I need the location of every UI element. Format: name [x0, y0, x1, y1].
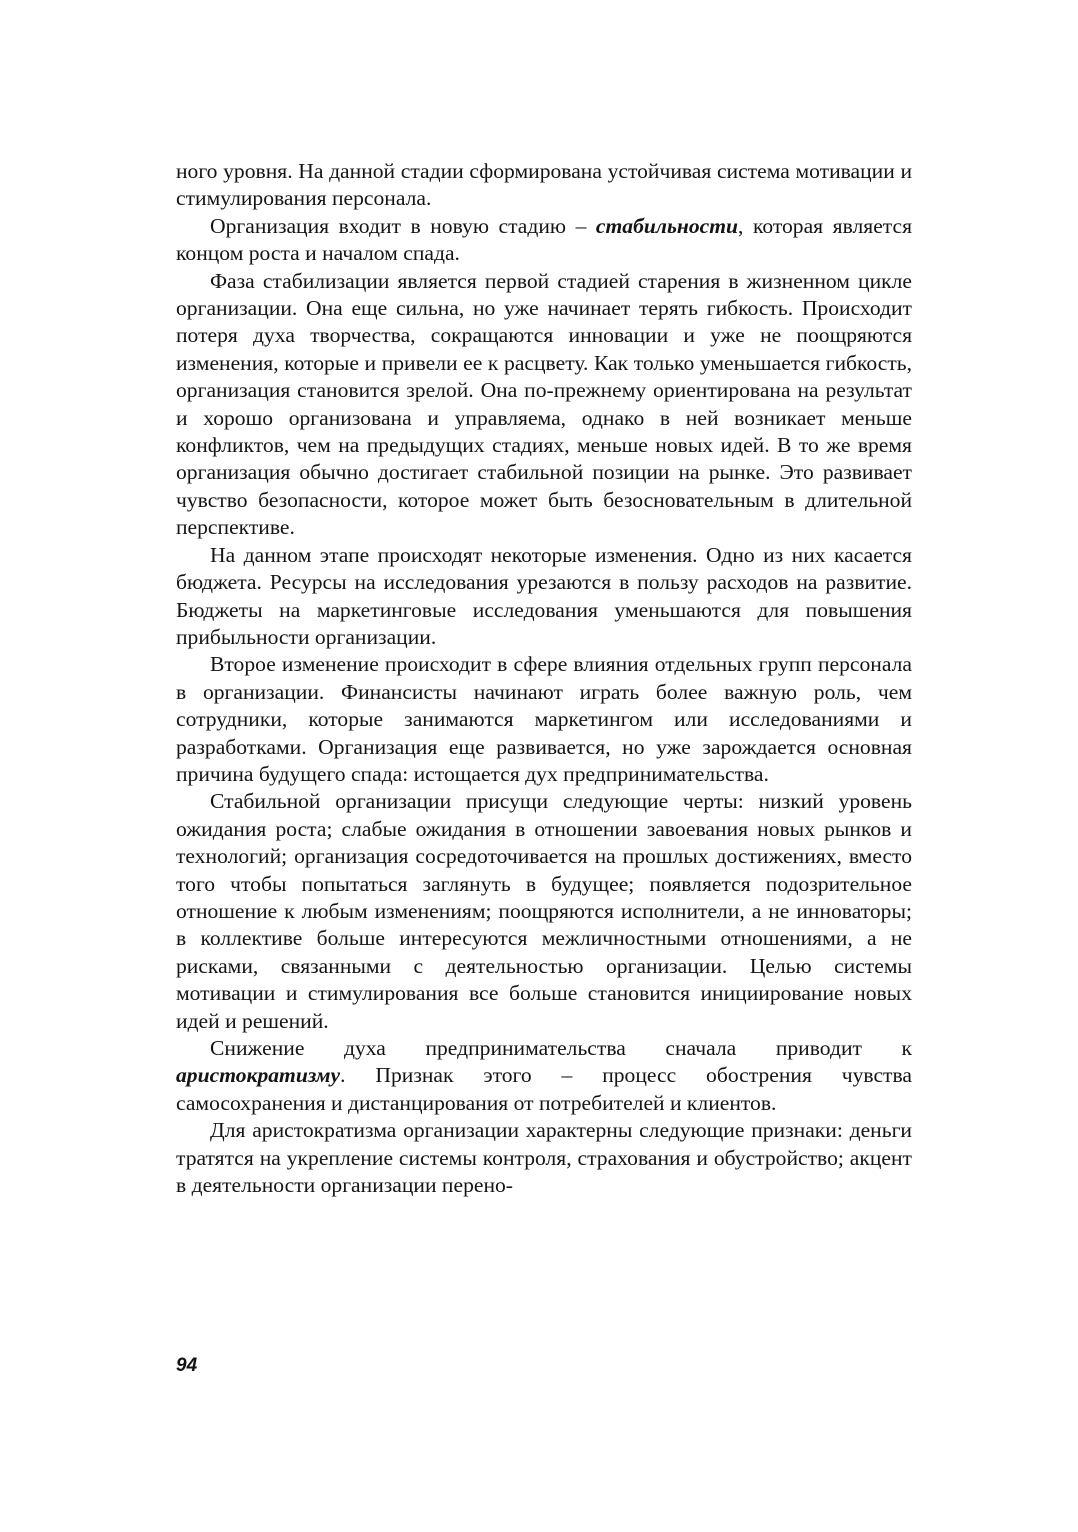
- paragraph-stable-traits: [176, 788, 912, 1035]
- paragraph-aristocratism-signs: [176, 1117, 912, 1199]
- paragraph-text: ного уровня. На данной стадии сформирована устойчивая система мотивации и стимулирования персонала.: [176, 159, 912, 211]
- paragraph-text: Снижение духа предпринимательства сначала приводит к: [210, 1036, 912, 1060]
- paragraph-stability-stage: [176, 213, 912, 268]
- emphasized-term: аристократизму: [176, 1063, 341, 1088]
- paragraph-aristocratism: [176, 1035, 912, 1117]
- emphasized-term: стабильности: [595, 213, 739, 238]
- paragraph-text: , которая является концом роста и началом спада.: [176, 213, 913, 266]
- paragraph-continuation: [176, 158, 912, 213]
- paragraph-text: Второе изменение происходит в сфере влияния отдельных групп персонала в организации. Финансисты начинают играть более важную роль, чем сотрудники, которые занимаются маркетингом или исследованиями и разработками. Организация еще развивается, но уже зарождается основная причина будущего спада: истощается дух предпринимательства.: [176, 652, 912, 786]
- page-body: [176, 158, 912, 1199]
- paragraph-text: . Признак этого – процесс обострения чувства самосохранения и дистанцирования от потребителей и клиентов.: [176, 1063, 912, 1115]
- paragraph-text: Организация входит в новую стадию –: [210, 213, 596, 238]
- paragraph-text: Стабильной организации присущи следующие черты: низкий уровень ожидания роста; слабые ожидания в отношении завоевания новых рынков и технологий; организация сосредоточивается на прошлых достижениях, вместо того чтобы попытаться заглянуть в будущее; появляется подозрительное отношение к любым изменениям; поощряются исполнители, а не инноваторы; в коллективе больше интересуются межличностными отношениями, а не рисками, связанными с деятельностью организации. Целью системы мотивации и стимулирования все больше становится инициирование новых идей и решений.: [176, 789, 912, 1033]
- paragraph-text: Для аристократизма организации характерны следующие признаки: деньги тратятся на укрепление системы контроля, страхования и обустройство; акцент в деятельности организации перено-: [176, 1118, 912, 1198]
- paragraph-text: Фаза стабилизации является первой стадией старения в жизненном цикле организации. Она еще сильна, но уже начинает терять гибкость. Происходит потеря духа творчества, сокращаются инновации и уже не поощряются изменения, которые и привели ее к расцвету. Как только уменьшается гибкость, организация становится зрелой. Она по-прежнему ориентирована на результат и хорошо организована и управляема, однако в ней возникает меньше конфликтов, чем на предыдущих стадиях, меньше новых идей. В то же время организация обычно достигает стабильной позиции на рынке. Это развивает чувство безопасности, которое может быть безосновательным в длительной перспективе.: [176, 268, 912, 540]
- paragraph-text: На данном этапе происходят некоторые изменения. Одно из них касается бюджета. Ресурсы на исследования урезаются в пользу расходов на развитие. Бюджеты на маркетинговые исследования уменьшаются для повышения прибыльности организации.: [176, 542, 912, 649]
- paragraph-staff-influence: [176, 651, 912, 788]
- page-number: 94: [176, 1355, 198, 1376]
- paragraph-stabilization-phase: [176, 268, 912, 542]
- paragraph-budget-changes: [176, 542, 912, 652]
